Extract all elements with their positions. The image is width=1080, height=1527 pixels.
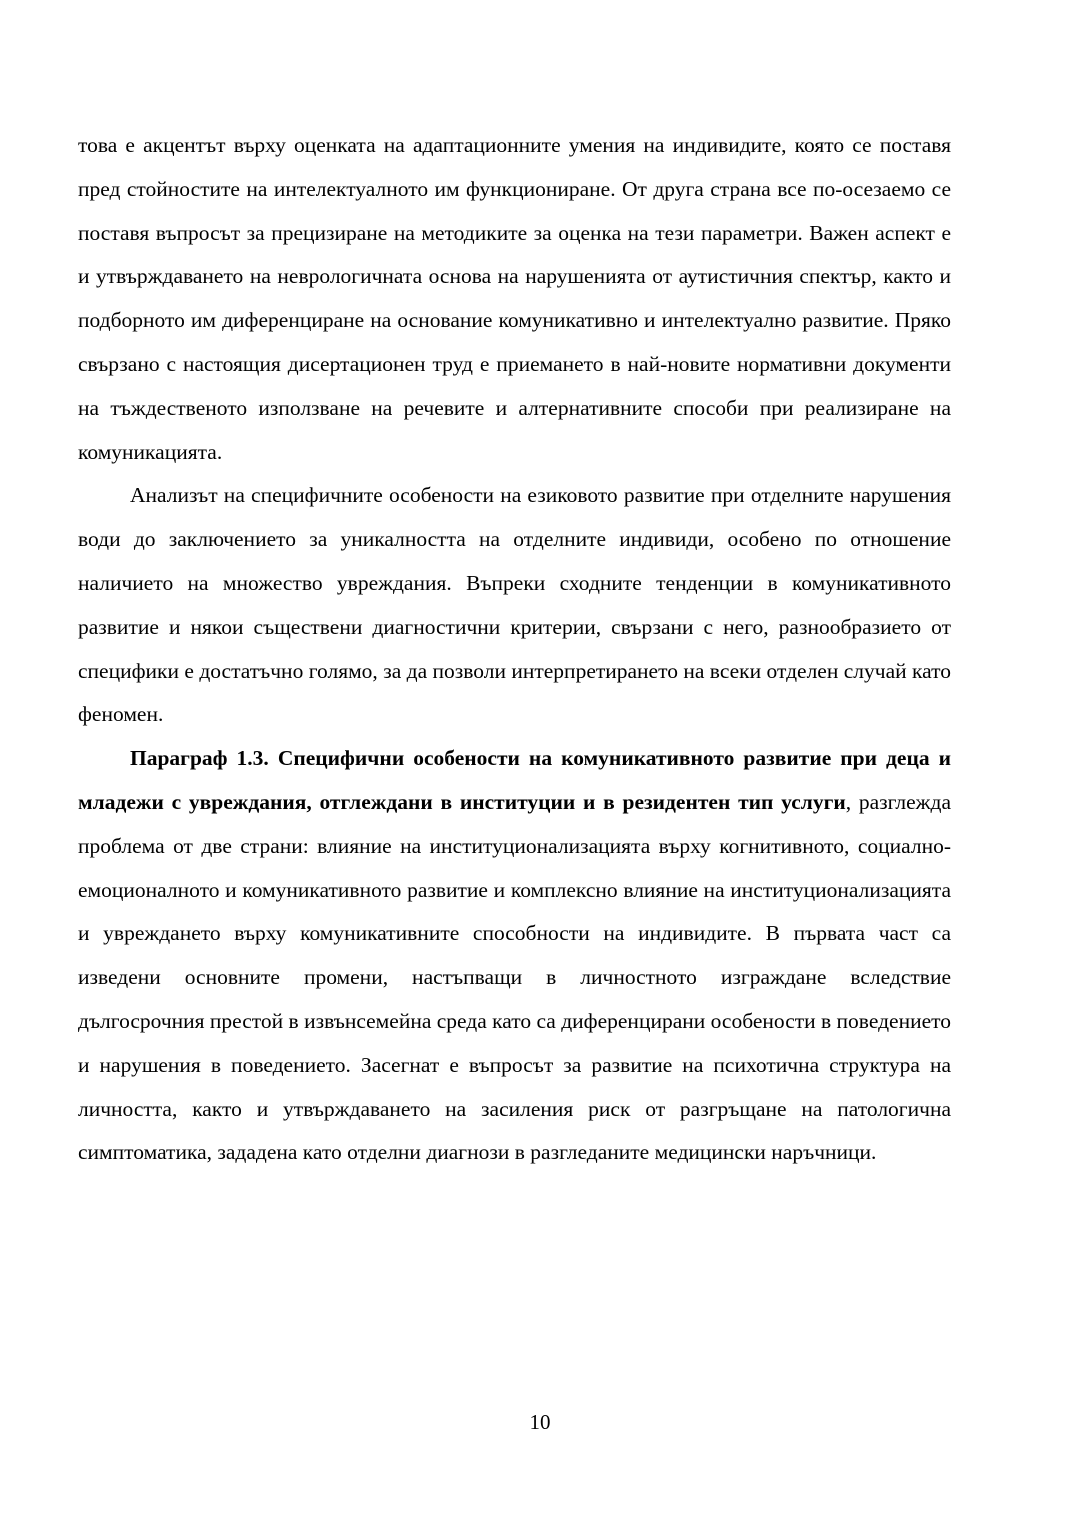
- section-body-text: , разглежда проблема от две страни: влияние на институционализацията върху когнитивното, социално-емоционалното и комуникативното развитие и комплексно влияние на институционализацията и увреждането върху комуникативните способности на индивидите. В първата част са изведени основните промени, настъпващи в личностното изграждане вследствие дългосрочния престой в извънсемейна среда като са диференцирани особености в поведението и нарушения в поведението. Засегнат е въпросът за развитие на психотична структура на личността, както и утвърждаването на засиления риск от разгръщане на патологична симптоматика, зададена като отделни диагнози в разгледаните медицински наръчници.: [78, 789, 951, 1165]
- section-heading: Параграф 1.3. Специфични особености на комуникативното развитие при деца и младежи с увреждания, отглеждани в институции и в резидентен тип услуги: [78, 746, 951, 814]
- paragraph-section-1-3: [78, 737, 951, 1175]
- paragraph-analysis: Анализът на специфичните особености на езиковото развитие при отделните нарушения води до заключението за уникалността на отделните индивиди, особено по отношение наличието на множество увреждания. Въпреки сходните тенденции в комуникативното развитие и някои съществени диагностични критерии, свързани с него, разнообразието от специфики е достатъчно голямо, за да позволи интерпретирането на всеки отделен случай като феномен.: [78, 483, 951, 727]
- page-number: 10: [529, 1410, 551, 1434]
- document-body: [78, 124, 951, 1175]
- paragraph-continuation: това е акцентът върху оценката на адаптационните умения на индивидите, която се поставя пред стойностите на интелектуалното им функциониране. От друга страна все по-осезаемо се поставя въпросът за прецизиране на методиките за оценка на тези параметри. Важен аспект е и утвърждаването на неврологичната основа на нарушенията от аутистичния спектър, както и подборното им диференциране на основание комуникативно и интелектуално развитие. Пряко свързано с настоящия дисертационен труд е приемането в най-новите нормативни документи на тъждественото използване на речевите и алтернативните способи при реализиране на комуникацията.: [78, 133, 951, 464]
